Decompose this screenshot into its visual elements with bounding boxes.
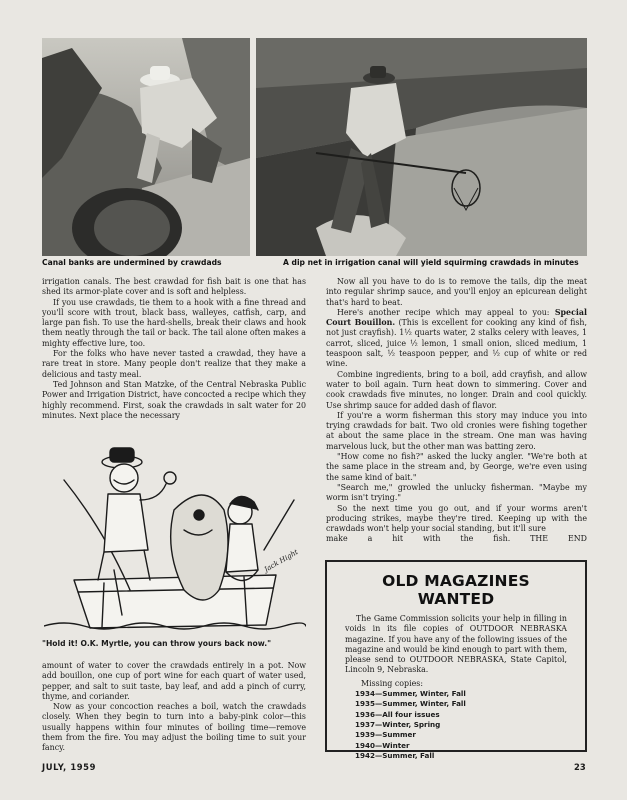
recipe-name: Special Court Bouillon. [326, 307, 587, 328]
list-item: 1936—All four issues [355, 709, 440, 719]
article-last-line [326, 534, 587, 544]
old-magazines-box [325, 560, 587, 760]
list-item: 1940—Winter [355, 740, 410, 750]
article-paragraph: So the next time you go out, and if your worms aren't producing strikes, maybe they're tired. Keeping up with the crawdads won't help your social standing, but it'll sure [326, 503, 587, 534]
article-paragraph: Combine ingredients, bring to a boil, add crayfish, and allow water to boil again. Turn heat down to simmering. Cover and cook crawdads five minutes, no longer. Drain and cool quickly. Use shrimp sauce for added dash of flavor. [326, 369, 587, 410]
cartoon-illustration [44, 440, 306, 632]
article-paragraph: Ted Johnson and Stan Matzke, of the Central Nebraska Public Power and Irrigation District, have concocted a recipe which they highly recommend. First, soak the crawdads in salt water for 20 minutes. Next place the necessary [42, 379, 306, 420]
missing-copies-list [355, 679, 567, 761]
cartoon-caption: "Hold it! O.K. Myrtle, you can throw yours back now." [42, 639, 272, 648]
cartoon-signature: Jack Hight [263, 548, 300, 574]
list-item: 1934—Summer, Winter, Fall [355, 689, 466, 699]
box-text: The Game Commission solicits your help in filling in voids in its file copies of OUTDOOR NEBRASKA magazine. If you have any of the following issues of the magazine and would be kind enough to part with them, please send to OUTDOOR NEBRASKA, State Capitol, Lincoln 9, Nebraska. [345, 614, 567, 675]
article-paragraph: "How come no fish?" asked the lucky angler. "We're both at the same place in the stream and, by George, we're even using the same kind of bait." [326, 452, 587, 482]
missing-copies-heading: Missing copies: [361, 678, 423, 688]
article-paragraph: For the folks who have never tasted a crawdad, they have a rare treat in store. Many people don't realize that they make a delicious and tasty meal. [42, 349, 306, 379]
article-column-left [42, 277, 306, 421]
right-photo-caption: A dip net in irrigation canal will yield squirming crawdads in minutes [283, 258, 579, 267]
article-paragraph: If you use crawdads, tie them to a hook with a fine thread and you'll score with trout, black bass, walleyes, catfish, carp, and large pan fish. To use the hard-shells, break their claws and hook them neatly through the tail or back. The tail alone often makes a mighty effective lure, too. [42, 297, 306, 348]
canal-bank-photo [42, 38, 250, 256]
box-title: OLD MAGAZINES WANTED [382, 572, 530, 608]
recipe-intro: Here's another recipe which may appeal to you: [337, 307, 550, 317]
article-column-left-bottom [42, 661, 306, 754]
list-item: 1937—Winter, Spring [355, 719, 441, 729]
article-paragraph: "Search me," growled the unlucky fisherman. "Maybe my worm isn't trying." [326, 482, 587, 503]
article-paragraph: Now all you have to do is to remove the tails, dip the meat into regular shrimp sauce, and you'll enjoy an epicurean delight that's hard to beat. [326, 277, 587, 307]
article-paragraph: amount of water to cover the crawdads entirely in a pot. Now add bouillon, one cup of port wine for each quart of water used, pepper, and salt to suit taste, bay leaf, and add a pinch of curry, thyme, and coriander. [42, 661, 306, 701]
article-paragraph: Now as your concoction reaches a boil, watch the crawdads closely. When they begin to turn into a baby-pink color—this usually happens within four minutes of boiling time—remove them from the fire. You may adjust the boiling time to suit your fancy. [42, 702, 306, 753]
article-paragraph: irrigation canals. The best crawdad for fish bait is one that has shed its armor-plate cover and is soft and helpless. [42, 277, 306, 297]
dip-net-photo [256, 38, 587, 256]
list-item: 1942—Summer, Fall [355, 750, 435, 760]
article-paragraph: If you're a worm fisherman this story may induce you into trying crawdads for bait. Two old cronies were fishing together at about the same place in the stream. One man was having marvelous luck, but the other man was batting zero. [326, 410, 587, 451]
last-line-text: make a hit with the fish. [326, 534, 511, 544]
the-end-mark: THE END [530, 534, 587, 544]
article-column-right [326, 277, 587, 545]
issue-date: JULY, 1959 [42, 762, 97, 772]
list-item: 1935—Summer, Winter, Fall [355, 699, 466, 709]
left-photo-caption: Canal banks are undermined by crawdads [42, 258, 222, 267]
recipe-body: (This is excellent for cooking any kind of fish, not just crayfish). 1½ quarts water, 2 stalks celery with leaves, 1 carrot, sliced, juice ½ lemon, 1 small onion, sliced medium, 1 teaspoon salt, ½ teaspoon pepper, and ½ cup of white or red wine. [326, 318, 587, 369]
page-number: 23 [574, 762, 586, 772]
list-item: 1939—Summer [355, 730, 416, 740]
recipe-paragraph [326, 308, 587, 370]
